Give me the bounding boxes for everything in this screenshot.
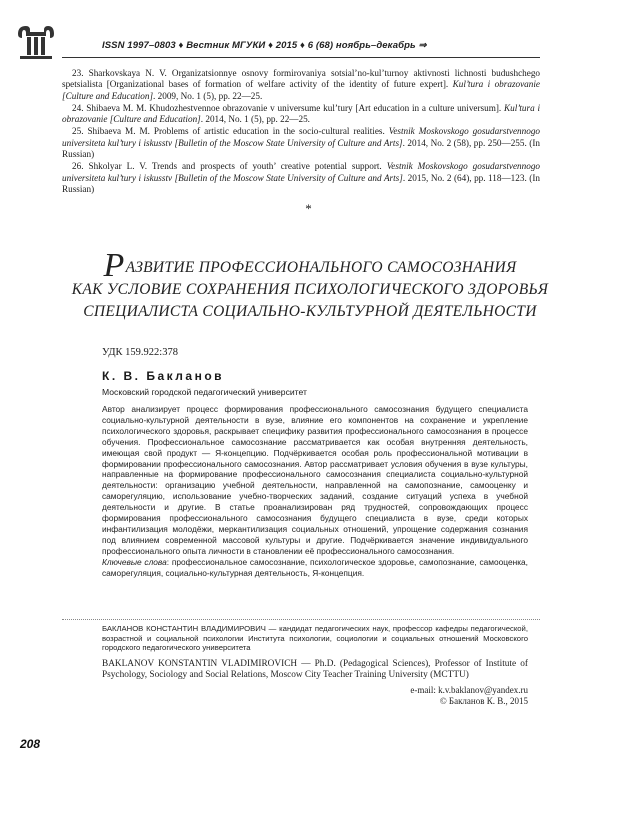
author-affiliation: Московский городской педагогический университет [102,387,307,397]
article-title [60,247,560,323]
reference-item: 23. Sharkovskaya N. V. Organizatsionnye osnovy formirovaniya sotsial’no-kul’turnoy aktivnosti lichnosti budushchego spetsialista [Organizational bases of formation of welfare activity of the identity of future expert]. Kul’tura i obrazovanie [Culture and Education]. 2009, No. 1 (5), pp. 22—25. [62,68,541,101]
page-header [0,0,617,64]
keywords: Ключевые слова: профессиональное самосознание, психологическое здоровье, самопознание, самооценка, саморегуляция, социально-культурная деятельность, Я-концепция. [102,556,528,578]
running-head: ISSN 1997–0803 ♦ Вестник МГУКИ ♦ 2015 ♦ 6 (68) ноябрь–декабрь ⇒ [102,40,427,51]
author-email[interactable]: e-mail: k.v.baklanov@yandex.ru [410,685,528,695]
reference-list [62,68,540,196]
title-line-1: РАЗВИТИЕ ПРОФЕССИОНАЛЬНОГО САМОСОЗНАНИЯ [103,247,517,284]
copyright: © Бакланов К. В., 2015 [439,696,528,706]
keywords-label: Ключевые слова [102,556,167,567]
reference-item: 25. Shibaeva M. M. Problems of artistic education in the socio-cultural realities. Vestnik Moskovskogo gosudarstvennogo universiteta kul’tury i iskusstv [Bulletin of the Moscow State University of Culture and Arts]. 2014, No. 2 (58), pp. 250—255. (In Russian) [62,126,541,160]
author-bio-en: BAKLANOV KONSTANTIN VLADIMIROVICH — Ph.D. (Pedagogical Sciences), Professor of Institute of Psychology, Sociology and Social Relations, Moscow City Teacher Training University (MCTTU) [102,659,528,681]
title-line-3: СПЕЦИАЛИСТА СОЦИАЛЬНО-КУЛЬТУРНОЙ ДЕЯТЕЛЬНОСТИ [83,303,537,320]
udc-code: УДК 159.922:378 [102,347,178,358]
title-dropcap: Р [103,247,125,284]
title-line-2: КАК УСЛОВИЕ СОХРАНЕНИЯ ПСИХОЛОГИЧЕСКОГО ЗДОРОВЬЯ [71,281,549,298]
dotted-divider [62,619,540,620]
author-contact [410,685,528,707]
abstract-text: Автор анализирует процесс формирования профессионального самосознания будущего специалиста социально-культурной деятельности в вузе, влияние его компонентов на сохранение и укрепление психологического здоровья, раскрывает специфику развития профессионального самосознания в процессе обучения. Профессиональное самосознание рассматривается как особая внутренняя деятельность, имеющая свой продукт — Я-концепцию. Подчёркивается особая роль профессиональной мотивации в формировании профессионального самосознания. Автор рассматривает условия обучения в вузе культуры, направленные на формирование профессионального самосознания специалиста социально-культурной деятельности: организацию учебной деятельности, направленной на самопознание, самооценку и саморегуляцию, использование учебно-творческих заданий, создание ситуаций успеха в учебной деятельности и другие. В статье проанализирован ряд трудностей, сопровождающих процесс формирования профессионального самосознания будущего специалиста в вузе, среди которых инфантилизация молодёжи, меркантилизация социальных отношений, упрощение содержания сознания под влиянием современной массовой культуры и другие. Подчёркивается значение индивидуального профессионального опыта личности в становлении её профессионального самосознания. [102,404,528,556]
university-logo-icon [14,20,56,62]
author-name: К. В. Бакланов [102,369,225,383]
reference-item: 26. Shkolyar L. V. Trends and prospects of youth’ creative potential support. Vestnik Moskovskogo gosudarstvennogo universiteta kul’tury i iskusstv [Bulletin of the Moscow State University of Culture and Arts]. 2015, No. 2 (64), pp. 118—123. (In Russian) [62,161,541,194]
header-rule [62,57,540,58]
page-number: 208 [20,737,41,751]
author-bio-ru: БАКЛАНОВ КОНСТАНТИН ВЛАДИМИРОВИЧ — кандидат педагогических наук, профессор кафедры педагогической, возрастной и социальной психологии Института психологии, социологии и социальных отношений Московского городского педагогического университета [102,624,528,653]
section-separator: * [305,201,312,216]
reference-item: 24. Shibaeva M. M. Khudozhestvennoe obrazovanie v universume kul’tury [Art education in a culture universum]. Kul’tura i obrazovanie [Culture and Education]. 2014, No. 1 (5), pp. 22—25. [62,102,541,125]
abstract [102,404,528,579]
